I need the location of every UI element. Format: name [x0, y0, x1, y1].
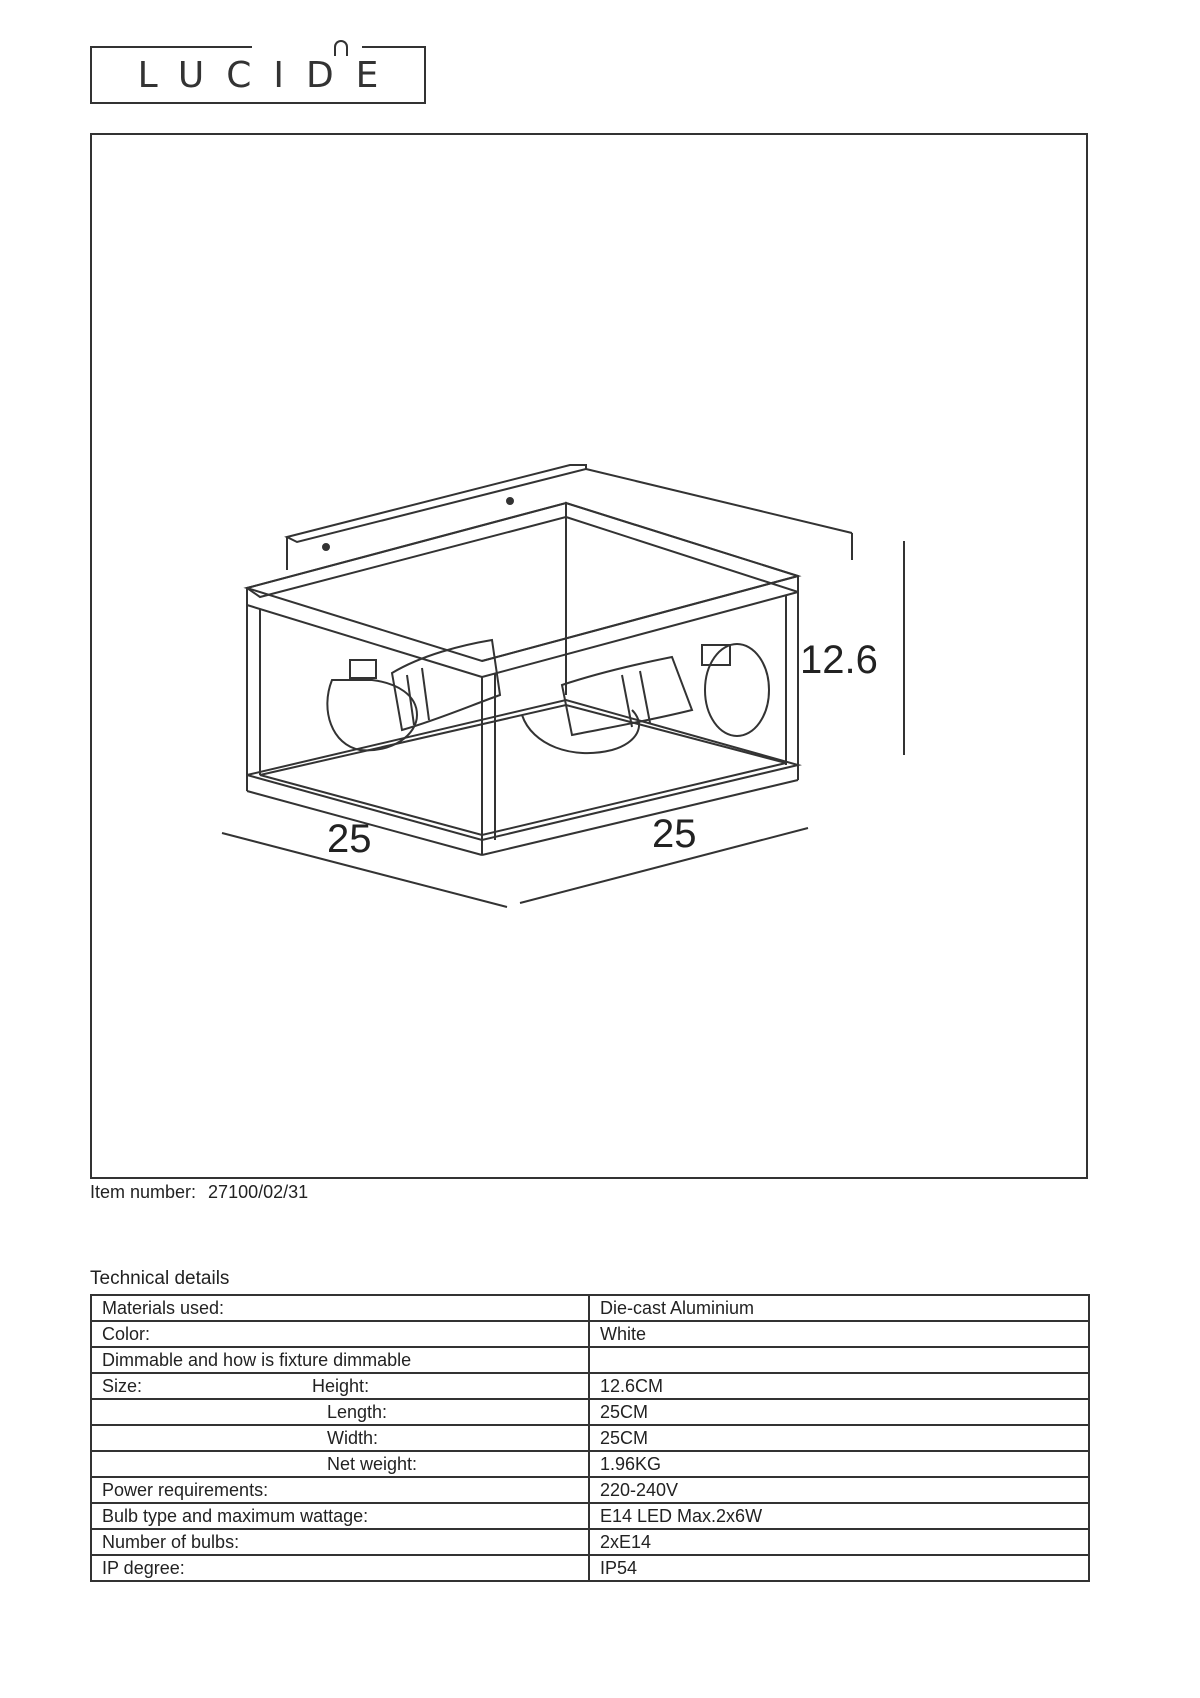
- table-cell-label: [91, 1425, 589, 1451]
- table-cell-label: [91, 1529, 589, 1555]
- bulb-left-cap: [350, 660, 376, 678]
- table-cell-value: [589, 1347, 1089, 1373]
- table-cell-value: 25CM: [589, 1425, 1089, 1451]
- table-row: [91, 1321, 1089, 1347]
- row-sublabel: Height:: [312, 1375, 370, 1396]
- table-row: [91, 1399, 1089, 1425]
- table-row: [91, 1425, 1089, 1451]
- table-cell-value: E14 LED Max.2x6W: [589, 1503, 1089, 1529]
- bulb-right: [705, 644, 769, 736]
- row-sublabel: Net weight:: [327, 1453, 418, 1474]
- table-row: [91, 1555, 1089, 1581]
- table-cell-label: [91, 1555, 589, 1581]
- row-label: Power requirements:: [102, 1479, 269, 1500]
- technical-details-table: [90, 1294, 1090, 1582]
- table-cell-value: 25CM: [589, 1399, 1089, 1425]
- table-cell-value: Die-cast Aluminium: [589, 1295, 1089, 1321]
- dimension-left-label: 25: [327, 817, 372, 861]
- table-cell-label: [91, 1373, 589, 1399]
- table-row: [91, 1503, 1089, 1529]
- item-number-label: Item number:: [90, 1182, 197, 1202]
- row-label: Number of bulbs:: [102, 1531, 240, 1552]
- table-row: [91, 1373, 1089, 1399]
- table-cell-value: 1.96KG: [589, 1451, 1089, 1477]
- table-row: [91, 1477, 1089, 1503]
- ceiling-plate-right: [586, 469, 852, 533]
- item-number-value: 27100/02/31: [208, 1182, 309, 1202]
- row-sublabel: Width:: [327, 1427, 379, 1448]
- mounting-screw: [323, 544, 329, 550]
- table-row: [91, 1295, 1089, 1321]
- table-cell-value: 220-240V: [589, 1477, 1089, 1503]
- dimension-right-label: 25: [652, 812, 697, 856]
- item-number: [90, 1182, 308, 1203]
- table-cell-label: [91, 1477, 589, 1503]
- dimension-height-label: 12.6: [800, 638, 878, 682]
- logo-text: LUCIDE: [137, 54, 401, 96]
- socket-left-ring: [422, 668, 429, 720]
- brand-logo: [90, 46, 426, 104]
- table-cell-label: [91, 1295, 589, 1321]
- table-cell-value: 2xE14: [589, 1529, 1089, 1555]
- table-cell-label: [91, 1451, 589, 1477]
- socket-right-ring: [640, 671, 650, 723]
- table-cell-label: [91, 1347, 589, 1373]
- table-cell-value: 12.6CM: [589, 1373, 1089, 1399]
- product-drawing-frame: [90, 133, 1088, 1179]
- row-label: Dimmable and how is fixture dimmable: [102, 1349, 412, 1370]
- table-row: [91, 1451, 1089, 1477]
- frame-top-back-right: [566, 503, 798, 592]
- mounting-screw: [507, 498, 513, 504]
- ceiling-plate-top: [287, 465, 586, 542]
- table-cell-value: White: [589, 1321, 1089, 1347]
- row-label: Materials used:: [102, 1297, 225, 1318]
- frame-top-back-left: [247, 503, 566, 597]
- row-label: IP degree:: [102, 1557, 185, 1578]
- row-label: Color:: [102, 1323, 151, 1344]
- table-cell-label: [91, 1399, 589, 1425]
- technical-details-body: [91, 1295, 1089, 1581]
- technical-details-title: Technical details: [90, 1268, 230, 1289]
- row-label: Bulb type and maximum wattage:: [102, 1505, 369, 1526]
- table-row: [91, 1529, 1089, 1555]
- product-drawing: [92, 135, 1086, 1177]
- row-sublabel: Length:: [327, 1401, 388, 1422]
- row-label: Size:: [102, 1375, 143, 1396]
- table-cell-value: IP54: [589, 1555, 1089, 1581]
- table-cell-label: [91, 1321, 589, 1347]
- bulb-left: [327, 680, 417, 750]
- table-row: [91, 1347, 1089, 1373]
- frame-top-front-left-lower: [247, 605, 482, 677]
- table-cell-label: [91, 1503, 589, 1529]
